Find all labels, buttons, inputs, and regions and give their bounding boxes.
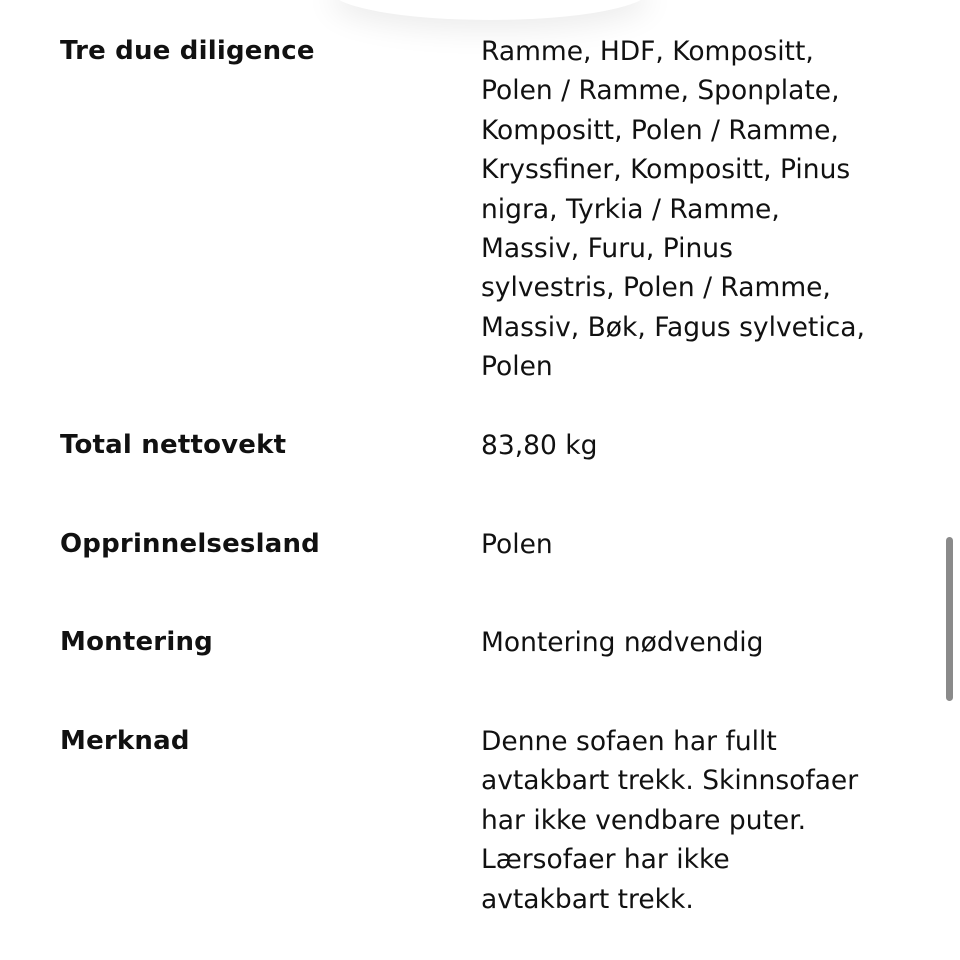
value-line: Montering nødvendig <box>481 627 764 658</box>
value-line: 83,80 kg <box>481 430 598 461</box>
value-line: Polen <box>481 529 553 560</box>
value-line: sylvestris, Polen / Ramme, <box>481 272 831 304</box>
value-line: Polen / Ramme, Sponplate, <box>481 75 840 107</box>
value-line: Denne sofaen har fullt <box>481 726 777 757</box>
value-line: avtakbart trekk. <box>481 883 694 915</box>
spec-value <box>481 426 597 465</box>
spec-label: Tre due diligence <box>60 36 315 66</box>
spec-label: Opprinnelsesland <box>60 529 320 559</box>
value-line: Kryssfiner, Kompositt, Pinus <box>481 154 851 186</box>
value-line: har ikke vendbare puter. <box>481 804 807 836</box>
header-shadow <box>330 0 650 20</box>
spec-label: Total nettovekt <box>60 430 287 460</box>
spec-value <box>481 623 763 662</box>
value-line: Massiv, Bøk, Fagus sylvetica, <box>481 311 865 343</box>
value-line: Ramme, HDF, Kompositt, <box>481 36 814 67</box>
value-line: nigra, Tyrkia / Ramme, <box>481 193 780 225</box>
spec-label: Merknad <box>60 726 190 756</box>
value-line: Massiv, Furu, Pinus <box>481 233 733 265</box>
vertical-scrollbar[interactable] <box>946 537 953 701</box>
spec-value <box>481 525 553 564</box>
value-line: Lærsofaer har ikke <box>481 844 730 876</box>
value-line: Kompositt, Polen / Ramme, <box>481 114 839 146</box>
value-line: Polen <box>481 351 553 383</box>
spec-label: Montering <box>60 627 213 657</box>
value-line: avtakbart trekk. Skinnsofaer <box>481 765 859 797</box>
spec-value <box>481 722 858 919</box>
spec-value <box>481 32 865 387</box>
